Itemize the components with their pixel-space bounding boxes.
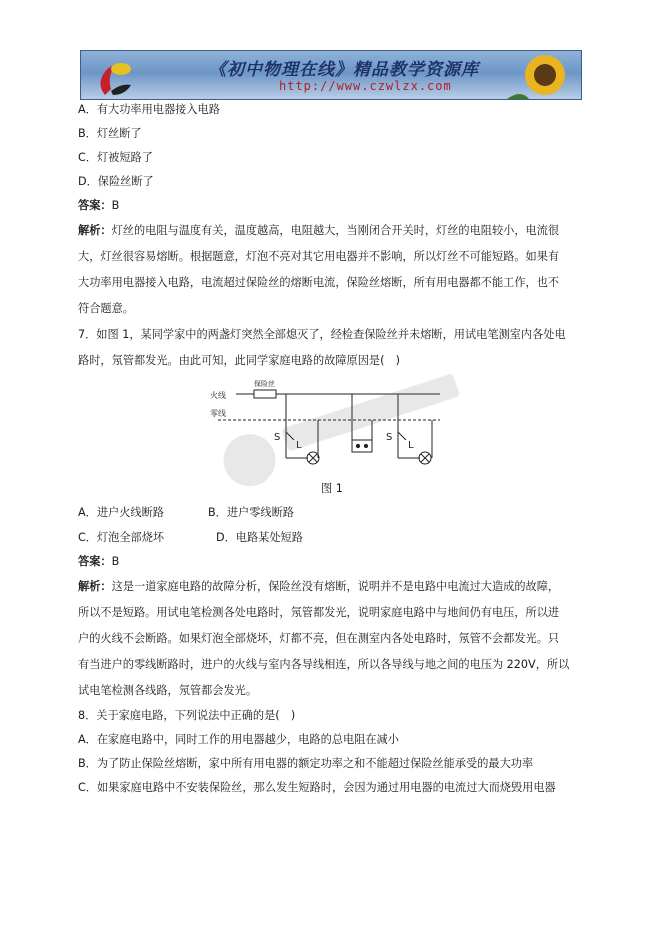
- circuit-diagram: [208, 376, 458, 480]
- lamp-icon: [307, 452, 319, 464]
- analysis-label: 解析：: [78, 580, 112, 593]
- q7-answer: [78, 550, 586, 574]
- switch-label: S: [274, 432, 281, 443]
- lamp-label: L: [408, 440, 414, 451]
- logo-icon: [91, 55, 137, 97]
- sunflower-icon: [507, 53, 577, 99]
- analysis-line: 大，灯丝很容易熔断。根据题意，灯泡不亮对其它用电器并不影响，所以灯丝不可能短路。如果有: [78, 250, 560, 263]
- q8-stem: 8．关于家庭电路，下列说法中正确的是( ): [78, 709, 296, 722]
- document-body: [78, 98, 586, 800]
- analysis-line: 所以不是短路。用试电笔检测各处电路时，氖管都发光，说明家庭电路中与地间仍有电压，所以进: [78, 606, 560, 619]
- analysis-label: 解析：: [78, 224, 112, 237]
- q6-option-c: C．灯被短路了: [78, 151, 153, 164]
- answer-label: 答案：: [78, 555, 112, 568]
- q7-options-row-2: [78, 525, 586, 550]
- circuit-figure: [78, 374, 586, 500]
- q7-option-c: C．灯泡全部烧坏: [78, 531, 165, 544]
- analysis-line: 有当进户的零线断路时，进户的火线与室内各导线相连，所以各导线与地之间的电压为 220V，所以: [78, 658, 570, 671]
- switch-label: S: [386, 432, 393, 443]
- q6-analysis: [78, 218, 586, 322]
- answer-value: B: [111, 199, 120, 212]
- q6-answer: [78, 194, 586, 218]
- q7-option-b: B．进户零线断路: [208, 506, 294, 519]
- fuse-label: 保险丝: [254, 380, 275, 388]
- socket-icon: [352, 440, 372, 452]
- stem-line: 7．如图 1，某同学家中的两盏灯突然全部熄灭了，经检查保险丝并未熔断，用试电笔测室内各处电: [78, 328, 566, 341]
- analysis-line: 试电笔检测各线路，氖管都会发光。: [78, 684, 258, 697]
- stem-line: 路时，氖管都发光。由此可知，此同学家庭电路的故障原因是( ): [78, 354, 400, 367]
- analysis-line: 灯丝的电阻与温度有关，温度越高，电阻越大，当刚闭合开关时，灯丝的电阻较小，电流很: [111, 224, 560, 237]
- q8-option-c: C．如果家庭电路中不安装保险丝，那么发生短路时，会因为通过用电器的电流过大而烧毁用电器: [78, 781, 556, 794]
- banner-title: 《初中物理在线》精品教学资源库: [209, 60, 479, 80]
- figure-caption: 图 1: [321, 482, 343, 495]
- q7-stem: [78, 322, 586, 374]
- q7-option-d: D．电路某处短路: [216, 531, 303, 544]
- lamp-label: L: [296, 440, 302, 451]
- header-banner: [80, 50, 582, 100]
- lamp-icon: [419, 452, 431, 464]
- answer-value: B: [111, 555, 120, 568]
- banner-url[interactable]: http://www.czwlzx.com: [279, 79, 452, 93]
- analysis-line: 大功率用电器接入电路，电流超过保险丝的熔断电流，保险丝熔断，所有用电器都不能工作，也不: [78, 276, 560, 289]
- live-wire-label: 火线: [210, 391, 226, 400]
- q7-options-row-1: [78, 500, 586, 525]
- q7-analysis: [78, 574, 586, 704]
- analysis-line: 户的火线不会断路。如果灯泡全部烧坏，灯都不亮，但在测室内各处电路时，氖管不会都发光。只: [78, 632, 560, 645]
- q8-option-b: B．为了防止保险丝熔断，家中所有用电器的额定功率之和不能超过保险丝能承受的最大功率: [78, 757, 534, 770]
- q6-option-d: D．保险丝断了: [78, 175, 154, 188]
- q8-option-a: A．在家庭电路中，同时工作的用电器越少，电路的总电阻在减小: [78, 733, 399, 746]
- analysis-line: 符合题意。: [78, 302, 134, 315]
- q6-option-a: A．有大功率用电器接入电路: [78, 103, 220, 116]
- neutral-wire-label: 零线: [210, 409, 226, 418]
- q6-option-b: B．灯丝断了: [78, 127, 142, 140]
- q7-option-a: A．进户火线断路: [78, 506, 164, 519]
- answer-label: 答案：: [78, 199, 112, 212]
- analysis-line: 这是一道家庭电路的故障分析，保险丝没有熔断，说明并不是电路中电流过大造成的故障，: [111, 580, 560, 593]
